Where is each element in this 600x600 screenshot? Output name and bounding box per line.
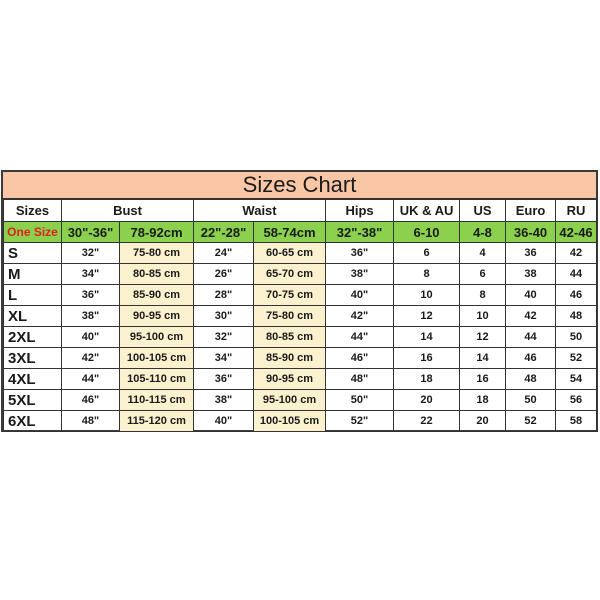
table-row	[4, 348, 597, 369]
cell-size-label: 2XL	[4, 327, 62, 348]
cell-us: 4	[460, 243, 506, 264]
one-size-euro: 36-40	[506, 222, 556, 243]
size-chart	[1, 170, 598, 432]
one-size-ru: 42-46	[556, 222, 597, 243]
cell-hips: 42"	[326, 306, 394, 327]
one-size-row	[4, 222, 597, 243]
cell-bust-cm: 95-100 cm	[120, 327, 194, 348]
table-row	[4, 327, 597, 348]
cell-euro: 46	[506, 348, 556, 369]
cell-uk-au: 12	[394, 306, 460, 327]
cell-uk-au: 18	[394, 369, 460, 390]
table-row	[4, 411, 597, 432]
cell-bust-in: 46"	[62, 390, 120, 411]
cell-euro: 42	[506, 306, 556, 327]
cell-us: 18	[460, 390, 506, 411]
cell-hips: 46"	[326, 348, 394, 369]
one-size-uk-au: 6-10	[394, 222, 460, 243]
cell-bust-in: 44"	[62, 369, 120, 390]
header-row	[4, 200, 597, 222]
cell-uk-au: 10	[394, 285, 460, 306]
table-row	[4, 306, 597, 327]
cell-uk-au: 16	[394, 348, 460, 369]
cell-hips: 52"	[326, 411, 394, 432]
cell-bust-in: 42"	[62, 348, 120, 369]
cell-waist-in: 40"	[194, 411, 254, 432]
cell-uk-au: 22	[394, 411, 460, 432]
chart-title: Sizes Chart	[3, 172, 596, 199]
cell-ru: 54	[556, 369, 597, 390]
size-table	[3, 199, 597, 432]
cell-size-label: L	[4, 285, 62, 306]
cell-waist-cm: 75-80 cm	[254, 306, 326, 327]
cell-hips: 36"	[326, 243, 394, 264]
cell-euro: 38	[506, 264, 556, 285]
cell-bust-cm: 115-120 cm	[120, 411, 194, 432]
cell-bust-cm: 110-115 cm	[120, 390, 194, 411]
cell-waist-in: 32"	[194, 327, 254, 348]
cell-euro: 48	[506, 369, 556, 390]
cell-size-label: 3XL	[4, 348, 62, 369]
cell-euro: 40	[506, 285, 556, 306]
cell-size-label: 4XL	[4, 369, 62, 390]
cell-waist-in: 38"	[194, 390, 254, 411]
cell-waist-in: 24"	[194, 243, 254, 264]
cell-us: 8	[460, 285, 506, 306]
cell-size-label: M	[4, 264, 62, 285]
cell-waist-cm: 80-85 cm	[254, 327, 326, 348]
table-row	[4, 285, 597, 306]
cell-waist-cm: 95-100 cm	[254, 390, 326, 411]
cell-bust-in: 34"	[62, 264, 120, 285]
cell-us: 16	[460, 369, 506, 390]
cell-ru: 46	[556, 285, 597, 306]
one-size-bust-cm: 78-92cm	[120, 222, 194, 243]
one-size-label: One Size	[4, 222, 62, 243]
header-us: US	[460, 200, 506, 222]
cell-us: 20	[460, 411, 506, 432]
cell-us: 14	[460, 348, 506, 369]
cell-size-label: S	[4, 243, 62, 264]
cell-bust-in: 48"	[62, 411, 120, 432]
cell-ru: 56	[556, 390, 597, 411]
cell-waist-in: 34"	[194, 348, 254, 369]
cell-waist-in: 30"	[194, 306, 254, 327]
cell-hips: 44"	[326, 327, 394, 348]
one-size-hips: 32"-38"	[326, 222, 394, 243]
cell-waist-in: 36"	[194, 369, 254, 390]
cell-ru: 58	[556, 411, 597, 432]
header-euro: Euro	[506, 200, 556, 222]
cell-waist-cm: 60-65 cm	[254, 243, 326, 264]
cell-euro: 52	[506, 411, 556, 432]
cell-hips: 50"	[326, 390, 394, 411]
cell-waist-in: 26"	[194, 264, 254, 285]
cell-euro: 36	[506, 243, 556, 264]
one-size-waist-cm: 58-74cm	[254, 222, 326, 243]
cell-bust-cm: 90-95 cm	[120, 306, 194, 327]
one-size-bust-in: 30"-36"	[62, 222, 120, 243]
cell-us: 10	[460, 306, 506, 327]
cell-us: 12	[460, 327, 506, 348]
one-size-us: 4-8	[460, 222, 506, 243]
cell-waist-cm: 70-75 cm	[254, 285, 326, 306]
cell-uk-au: 20	[394, 390, 460, 411]
cell-hips: 40"	[326, 285, 394, 306]
cell-bust-cm: 100-105 cm	[120, 348, 194, 369]
header-ru: RU	[556, 200, 597, 222]
cell-hips: 48"	[326, 369, 394, 390]
cell-bust-in: 36"	[62, 285, 120, 306]
cell-size-label: XL	[4, 306, 62, 327]
cell-bust-cm: 80-85 cm	[120, 264, 194, 285]
cell-waist-in: 28"	[194, 285, 254, 306]
cell-euro: 50	[506, 390, 556, 411]
cell-bust-in: 38"	[62, 306, 120, 327]
cell-size-label: 6XL	[4, 411, 62, 432]
cell-bust-cm: 85-90 cm	[120, 285, 194, 306]
cell-ru: 44	[556, 264, 597, 285]
table-row	[4, 390, 597, 411]
cell-bust-in: 40"	[62, 327, 120, 348]
cell-bust-in: 32"	[62, 243, 120, 264]
header-hips: Hips	[326, 200, 394, 222]
cell-hips: 38"	[326, 264, 394, 285]
cell-waist-cm: 100-105 cm	[254, 411, 326, 432]
cell-ru: 52	[556, 348, 597, 369]
cell-waist-cm: 85-90 cm	[254, 348, 326, 369]
cell-waist-cm: 90-95 cm	[254, 369, 326, 390]
cell-uk-au: 6	[394, 243, 460, 264]
cell-ru: 50	[556, 327, 597, 348]
table-row	[4, 369, 597, 390]
cell-bust-cm: 105-110 cm	[120, 369, 194, 390]
header-sizes: Sizes	[4, 200, 62, 222]
cell-size-label: 5XL	[4, 390, 62, 411]
cell-uk-au: 14	[394, 327, 460, 348]
header-bust: Bust	[62, 200, 194, 222]
table-row	[4, 243, 597, 264]
cell-ru: 48	[556, 306, 597, 327]
cell-uk-au: 8	[394, 264, 460, 285]
cell-bust-cm: 75-80 cm	[120, 243, 194, 264]
cell-ru: 42	[556, 243, 597, 264]
cell-euro: 44	[506, 327, 556, 348]
header-waist: Waist	[194, 200, 326, 222]
cell-us: 6	[460, 264, 506, 285]
header-uk-au: UK & AU	[394, 200, 460, 222]
table-row	[4, 264, 597, 285]
cell-waist-cm: 65-70 cm	[254, 264, 326, 285]
one-size-waist-in: 22"-28"	[194, 222, 254, 243]
